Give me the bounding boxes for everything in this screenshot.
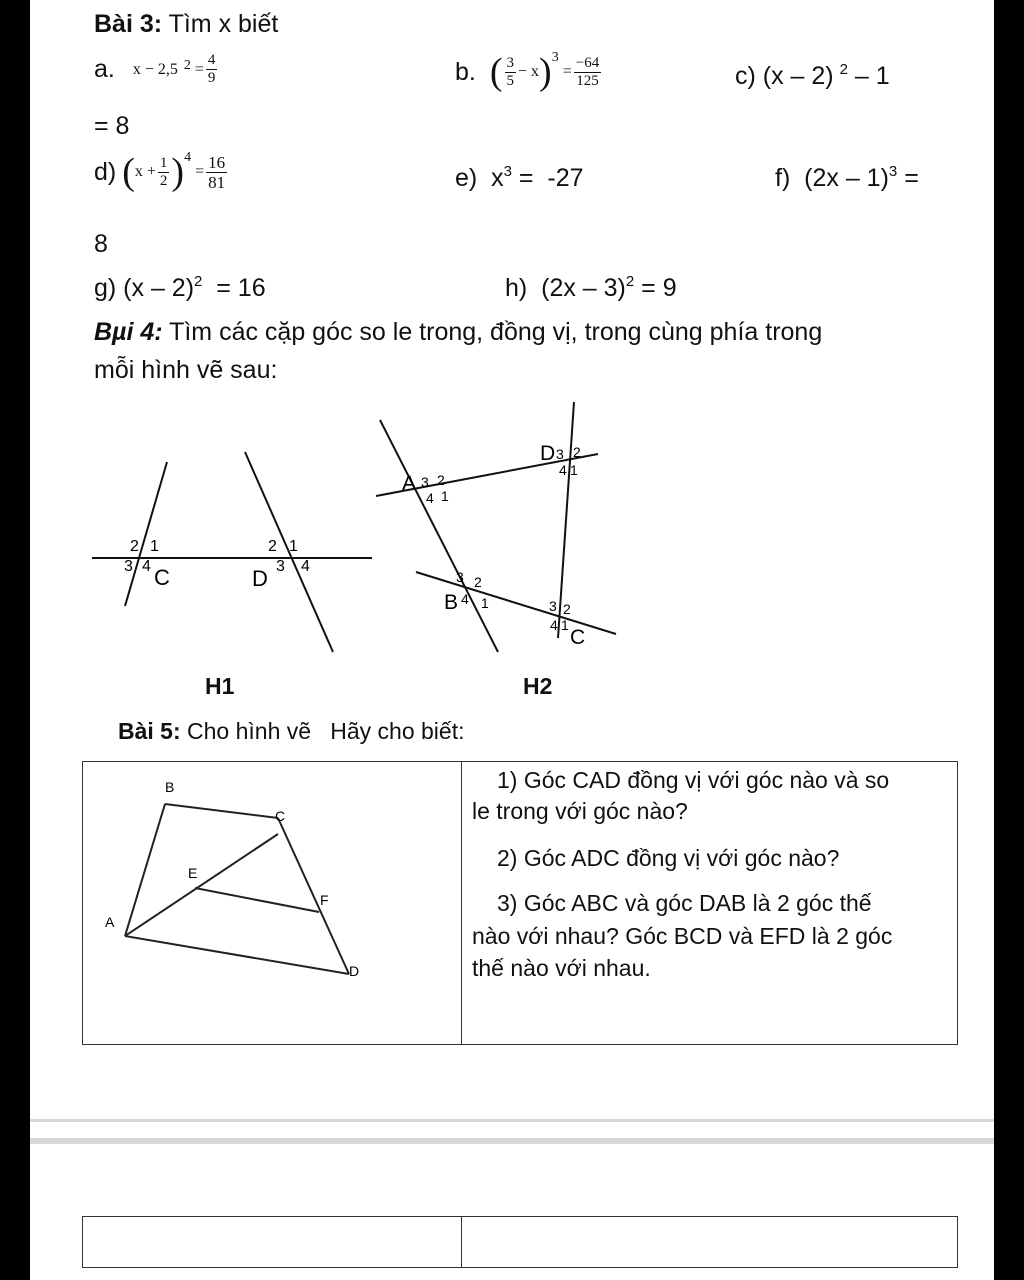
bai4-text-line2: mỗi hình vẽ sau: — [94, 356, 278, 384]
segment-ba — [125, 804, 165, 936]
fig5-label-f: F — [320, 892, 329, 908]
h2-label-c1: 1 — [561, 617, 569, 633]
item-e-label: e) — [455, 164, 478, 192]
fraction-numerator: 3 — [506, 54, 515, 71]
table-divider — [461, 762, 462, 1044]
h2-line-ab — [380, 420, 498, 652]
bai5-title — [118, 718, 464, 745]
h1-label-c4: 4 — [142, 558, 151, 575]
h1-label-d1: 1 — [289, 538, 298, 555]
bai3-item-f — [775, 164, 919, 193]
left-paren: ( — [122, 151, 135, 193]
page-separator-bottom — [30, 1138, 994, 1144]
item-h-rest: = 9 — [634, 274, 677, 302]
item-e-base: x — [491, 164, 504, 192]
bai5-question-3-line1: 3) Góc ABC và góc DAB là 2 góc thế — [497, 890, 872, 916]
fig5-label-c: C — [275, 808, 286, 824]
bai5-question-1-line1: 1) Góc CAD đồng vị với góc nào và so — [497, 767, 890, 793]
h1-label-c2: 2 — [130, 538, 139, 555]
item-g-text: g) (x – 2) — [94, 274, 195, 302]
fraction-numerator: 4 — [207, 52, 216, 68]
h2-label-c2: 2 — [563, 601, 571, 617]
item-b-inner-fraction — [505, 55, 517, 90]
h1-caption: H1 — [205, 673, 235, 699]
figure-h2 — [360, 396, 630, 662]
item-f-rest: = — [897, 164, 919, 192]
item-h-exponent: 2 — [625, 273, 635, 290]
next-table-divider — [461, 1217, 462, 1267]
h2-label-a4: 4 — [426, 490, 434, 506]
h2-point-b: B — [444, 591, 459, 614]
next-page-table — [82, 1216, 958, 1268]
h2-label-c3: 3 — [549, 598, 557, 614]
segment-cd — [278, 818, 349, 974]
item-d-exponent: 4 — [184, 150, 192, 165]
bai3-item-h — [505, 274, 677, 303]
h1-label-d2: 2 — [268, 538, 277, 555]
bai5-table — [82, 761, 958, 1045]
h2-label-a1: 1 — [441, 488, 449, 504]
fraction-numerator: 16 — [208, 152, 226, 172]
item-f-exponent: 3 — [888, 163, 898, 180]
item-g-exponent: 2 — [194, 273, 203, 290]
h2-label-d4: 4 — [559, 462, 567, 478]
fig5-label-a: A — [105, 914, 115, 930]
cutoff-text-glyphs — [90, 0, 610, 2]
item-c-rest: – 1 — [847, 62, 890, 90]
equals-sign: = — [562, 63, 572, 80]
bai3-item-c — [735, 62, 890, 91]
h2-point-d: D — [540, 442, 556, 465]
previous-line-cutoff — [90, 0, 610, 2]
fraction-denominator: 2 — [159, 172, 168, 189]
segment-ef — [195, 888, 319, 912]
h2-label-b2: 2 — [474, 574, 482, 590]
h2-point-c: C — [570, 626, 586, 649]
bai5-title-text: Cho hình vẽ Hãy cho biết: — [180, 718, 465, 744]
document-page — [30, 0, 994, 1280]
fraction-numerator: −64 — [575, 54, 600, 71]
bai3-item-g — [94, 274, 266, 303]
bai5-question-3-line3: thế nào với nhau. — [472, 955, 651, 981]
segment-ad — [125, 936, 349, 974]
item-b-label: b. — [455, 57, 476, 86]
h1-label-d4: 4 — [301, 558, 310, 575]
bai3-item-b — [455, 50, 603, 94]
segment-ac — [125, 834, 278, 936]
item-h-text: h) (2x – 3) — [505, 274, 626, 302]
item-c-exponent: 2 — [839, 61, 848, 78]
fig5-label-d: D — [349, 963, 360, 979]
h1-point-d: D — [252, 566, 268, 591]
bai4-text-line1: Tìm các cặp góc so le trong, đồng vị, trong cùng phía trong — [162, 318, 823, 346]
item-b-exponent: 3 — [551, 50, 559, 65]
fraction-denominator: 9 — [207, 70, 216, 86]
h2-label-d3: 3 — [556, 446, 564, 462]
fraction-denominator: 5 — [506, 72, 515, 89]
bai5-question-2: 2) Góc ADC đồng vị với góc nào? — [497, 845, 840, 871]
bai3-item-d — [94, 150, 229, 194]
fig5-label-e: E — [188, 865, 198, 881]
h2-label-a3: 3 — [421, 474, 429, 490]
item-c-text: c) (x – 2) — [735, 62, 834, 90]
bai4-title — [94, 318, 822, 347]
right-paren: ) — [171, 151, 185, 193]
h2-label-d2: 2 — [573, 444, 581, 460]
bai3-item-e — [455, 164, 584, 193]
h2-label-b4: 4 — [461, 591, 469, 607]
h2-label-b1: 1 — [481, 595, 489, 611]
item-b-inner-rest: − x — [518, 63, 540, 80]
h2-label-a2: 2 — [437, 472, 445, 488]
bai3-title-text: Tìm x biết — [162, 10, 279, 38]
left-paren: ( — [489, 51, 503, 93]
h2-point-a: A — [402, 472, 417, 495]
page-separator-top — [30, 1119, 994, 1122]
bai4-title-bold: Bµi 4: — [94, 318, 163, 346]
item-d-inner-fraction — [158, 155, 170, 190]
fraction-denominator: 125 — [576, 72, 599, 89]
right-paren: ) — [539, 51, 552, 93]
item-g-rest: = 16 — [202, 274, 266, 302]
h2-label-b3: 3 — [456, 569, 464, 585]
item-e-rest: = -27 — [511, 164, 584, 192]
bai5-figure — [83, 762, 461, 1044]
item-d-label: d) — [94, 157, 117, 186]
h1-point-c: C — [154, 565, 170, 590]
bai5-question-3-line2: nào với nhau? Góc BCD và EFD là 2 góc — [472, 923, 893, 949]
item-d-inner-prefix: x + — [134, 163, 156, 180]
item-a-exponent: 2 — [183, 57, 191, 73]
fraction-denominator: 81 — [208, 172, 226, 192]
h2-caption: H2 — [523, 673, 553, 699]
h2-label-c4: 4 — [550, 617, 558, 633]
equals-sign: = — [195, 163, 205, 180]
bai3-title — [94, 10, 278, 39]
item-f-text: f) (2x – 1) — [775, 164, 889, 192]
equals-sign: = — [194, 60, 204, 78]
bai5-question-1-line2: le trong với góc nào? — [472, 798, 688, 824]
bai3-item-f-continued: 8 — [94, 230, 108, 258]
bai3-item-a — [94, 52, 219, 87]
h1-label-d3: 3 — [276, 558, 285, 575]
fraction-numerator: 1 — [159, 154, 168, 171]
h1-label-c3: 3 — [124, 558, 133, 575]
h2-label-d1: 1 — [570, 462, 578, 478]
h1-label-c1: 1 — [150, 538, 159, 555]
item-e-exponent: 3 — [503, 163, 512, 180]
segment-bc — [165, 804, 278, 818]
item-b-fraction — [574, 55, 601, 90]
item-a-fraction — [206, 52, 218, 87]
item-a-expression: x − 2,5 — [132, 60, 178, 78]
bai3-item-c-continued: = 8 — [94, 112, 130, 140]
bai5-title-bold: Bài 5: — [118, 718, 181, 744]
bai3-title-bold: Bài 3: — [94, 10, 163, 38]
item-d-fraction — [206, 153, 227, 192]
fig5-label-b: B — [165, 779, 175, 795]
item-a-label: a. — [94, 55, 115, 83]
